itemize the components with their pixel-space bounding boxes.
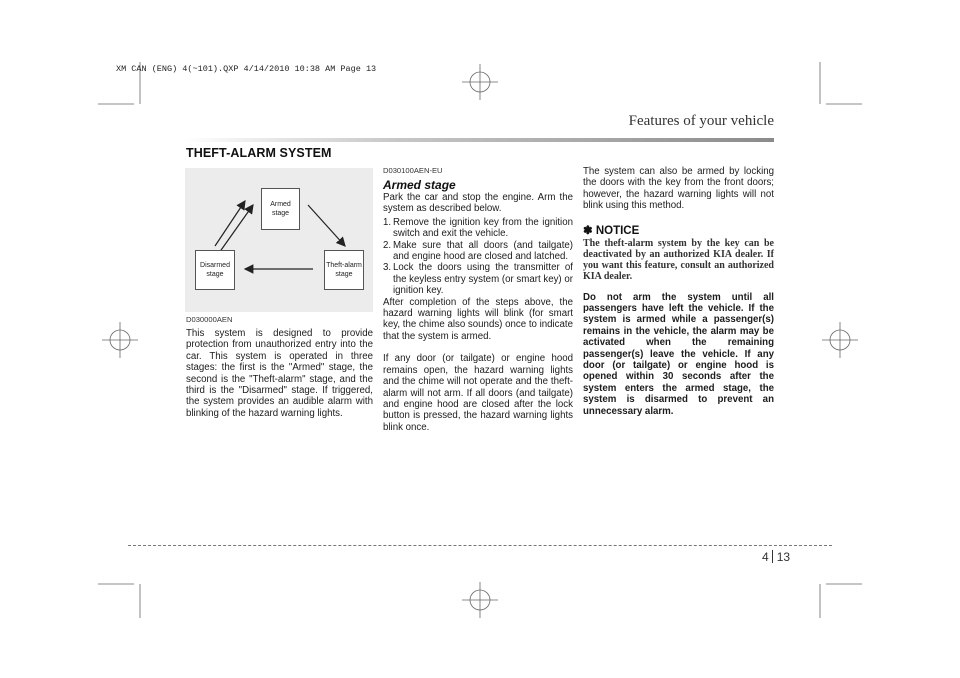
notice-warning-text: Do not arm the system until all passengers have left the vehicle. If the system is armed while a passenger(s) remains in the vehicle, the alarm may be activated when the remaining passenger(s) leave the vehicle. If any door (or tailgate) or engine hood is opened within 30 seconds after the system enters the armed stage, the system is disarmed to prevent an unnecessary alarm. [583,291,774,417]
step-text: Lock the doors using the transmitter of the keyless entry system (or smart key) or ignition key. [393,262,573,297]
step-number: 3. [383,262,392,274]
registration-mark-left [102,322,138,358]
step-text: Remove the ignition key from the ignition switch and exit the vehicle. [393,216,573,240]
theft-alarm-stage-label: Theft-alarm stage [326,262,362,278]
column-2 [383,166,573,433]
armed-stage-label: Armed stage [270,201,291,217]
footer-dashed-rule [128,545,832,546]
step-number: 2. [383,239,392,251]
section-title: THEFT-ALARM SYSTEM [186,146,332,160]
header-rule [184,138,774,142]
theft-alarm-stage-box [324,250,364,290]
armed-open-door-paragraph: If any door (or tailgate) or engine hood remains open, the hazard warning lights and the chime will not operate and the theft-alarm will not arm. If all doors (and tailgate) and engine hood are closed after the lock button is pressed, the hazard warning lights blink once. [383,353,573,433]
armed-after-paragraph: After completion of the steps above, the hazard warning lights will blink (for smart key, the chime also sounds) once to indicate that the system is armed. [383,296,573,342]
armed-intro: Park the car and stop the engine. Arm the system as described below. [383,192,573,215]
armed-stage-code: D030100AEN-EU [383,166,443,175]
alarm-stage-diagram [185,168,373,312]
registration-mark-bottom [462,582,498,618]
list-item [383,217,573,240]
page-number-divider [772,550,773,563]
file-slug: XM CAN (ENG) 4(~101).QXP 4/14/2010 10:38 AM Page 13 [116,64,377,74]
registration-mark-right [822,322,858,358]
step-text: Make sure that all doors (and tailgate) and engine hood are closed and latched. [393,239,573,263]
chapter-number: 4 [762,550,769,564]
key-arm-paragraph: The system can also be armed by locking the doors with the key from the front doors; however, the hazard warning lights will not blink using this method. [583,166,774,212]
list-item [383,240,573,263]
section-code: D030000AEN [186,315,233,324]
intro-paragraph: This system is designed to provide protection from unauthorized entry into the car. This system is operated in three stages: the first is the "Armed" stage, the second is the "Theft-alarm" stage, and the third is the "Disarmed" stage. If triggered, the system provides an audible alarm with blinking of the hazard warning lights. [186,328,373,419]
page-number-value: 13 [776,550,791,564]
page-header-title: Features of your vehicle [628,113,774,129]
column-1 [186,315,373,419]
armed-stage-box [261,188,300,230]
registration-mark-top [462,64,498,100]
step-number: 1. [383,216,392,228]
list-item [383,262,573,296]
disarmed-stage-box [195,250,235,290]
notice-title: ✽ NOTICE [583,224,640,237]
notice-dealer-text: The theft-alarm system by the key can be deactivated by an authorized KIA dealer. If you want this feature, consult an authorized KIA dealer. [583,237,774,282]
page-number [762,550,790,564]
disarmed-stage-label: Disarmed stage [200,262,230,278]
armed-stage-heading: Armed stage [383,178,456,192]
column-3 [583,166,774,417]
armed-steps-list [383,217,573,297]
